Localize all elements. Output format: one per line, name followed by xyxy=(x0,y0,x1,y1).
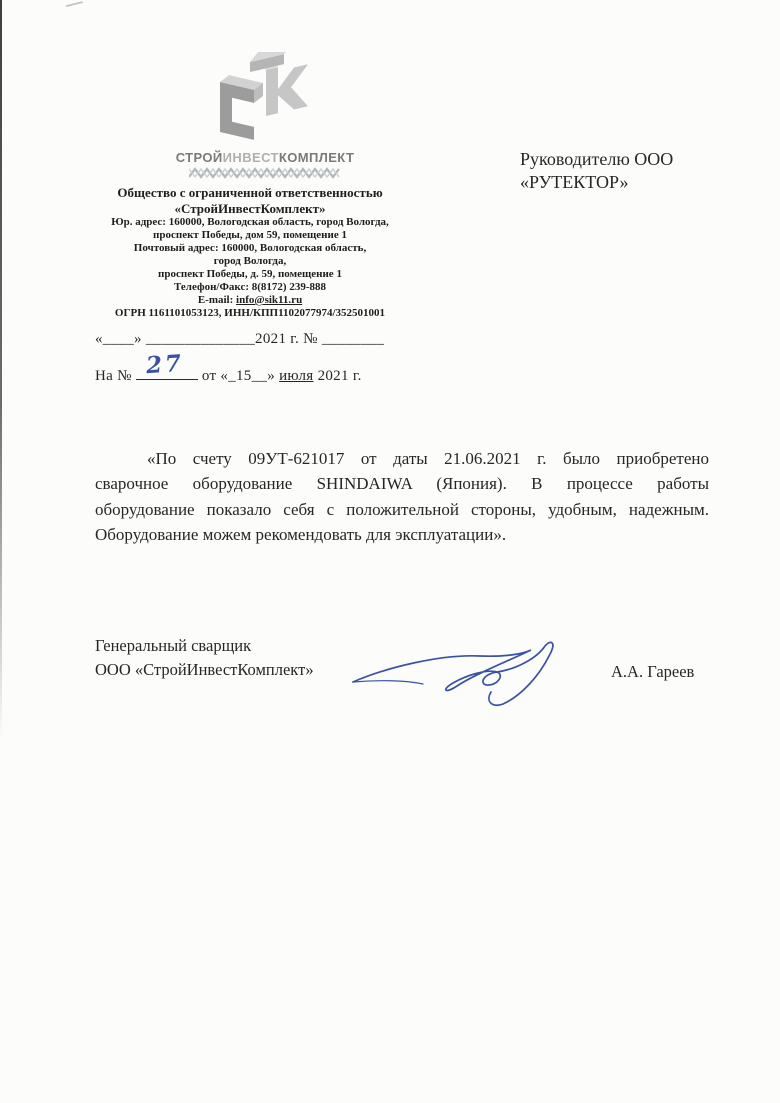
company-postal-address-line1: Почтовый адрес: 160000, Вологодская область, xyxy=(133,242,367,254)
body-line-4: Оборудование можем рекомендовать для эксплуатации». xyxy=(95,524,507,544)
company-postal-address-line3: проспект Победы, д. 59, помещение 1 xyxy=(158,268,342,280)
logo-word-part2: ИНВЕСТ xyxy=(222,150,279,165)
body-line-3: оборудование показало себя с положительной стороны, удобным, надежным. xyxy=(95,499,709,519)
company-legal-address-line1: Юр. адрес: 160000, Вологодская область, город Вологда, xyxy=(111,216,389,228)
body-line-1: «По счету 09УТ-621017 от даты 21.06.2021 г. было приобретено xyxy=(147,449,709,468)
company-name-line2: «СтройИнвестКомплект» xyxy=(174,200,326,216)
logo-word-part1: СТРОЙ xyxy=(175,150,223,165)
body-line-2: сварочное оборудование SHINDAIWA (Япония). В процессе работы xyxy=(95,474,709,494)
incoming-suffix: 2021 г. xyxy=(317,368,362,384)
company-phone: Телефон/Факс: 8(8172) 239-888 xyxy=(173,281,327,293)
scan-edge-artifact xyxy=(0,0,2,740)
signer-position-block xyxy=(95,634,314,681)
company-name-line1: Общество с ограниченной ответственностью xyxy=(117,185,383,200)
company-registration-numbers: ОГРН 1161101053123, ИНН/КПП1102077974/352501001 xyxy=(114,307,386,319)
recipient-block xyxy=(520,148,673,194)
incoming-month: июля xyxy=(279,368,314,384)
outgoing-date-line: «____» ______________2021 г. № ________ xyxy=(95,331,385,347)
signer-name: А.А. Гареев xyxy=(611,662,695,681)
incoming-number-blank xyxy=(136,349,198,380)
company-logo xyxy=(150,52,380,179)
logo-wordmark xyxy=(150,150,380,165)
logo-word-part3: КОМПЛЕКТ xyxy=(278,150,355,165)
company-email-line xyxy=(80,294,420,307)
letter-body xyxy=(95,446,709,547)
recipient-line1: Руководителю ООО xyxy=(520,149,674,169)
recipient-line2: «РУТЕКТОР» xyxy=(520,172,629,192)
signer-position-line2: ООО «СтройИнвестКомплект» xyxy=(95,659,314,679)
logo-zigzag-ornament xyxy=(189,167,341,179)
company-legal-address-line2: проспект Победы, дом 59, помещение 1 xyxy=(153,229,347,241)
company-requisites xyxy=(80,185,420,320)
incoming-reference-line xyxy=(95,349,362,385)
company-email-label: E-mail: xyxy=(197,294,237,306)
incoming-prefix: На № xyxy=(95,368,132,384)
company-email: info@sik11.ru xyxy=(236,294,303,306)
signer-position-line1: Генеральный сварщик xyxy=(95,636,252,655)
handwritten-signature xyxy=(345,636,575,708)
company-postal-address-line2: город Вологда, xyxy=(213,255,287,267)
incoming-middle: от «_15__» xyxy=(201,368,280,384)
handwritten-incoming-number: 27 xyxy=(144,349,185,380)
logo-cube-icon xyxy=(206,52,324,144)
scan-smudge-artifact xyxy=(65,1,84,13)
